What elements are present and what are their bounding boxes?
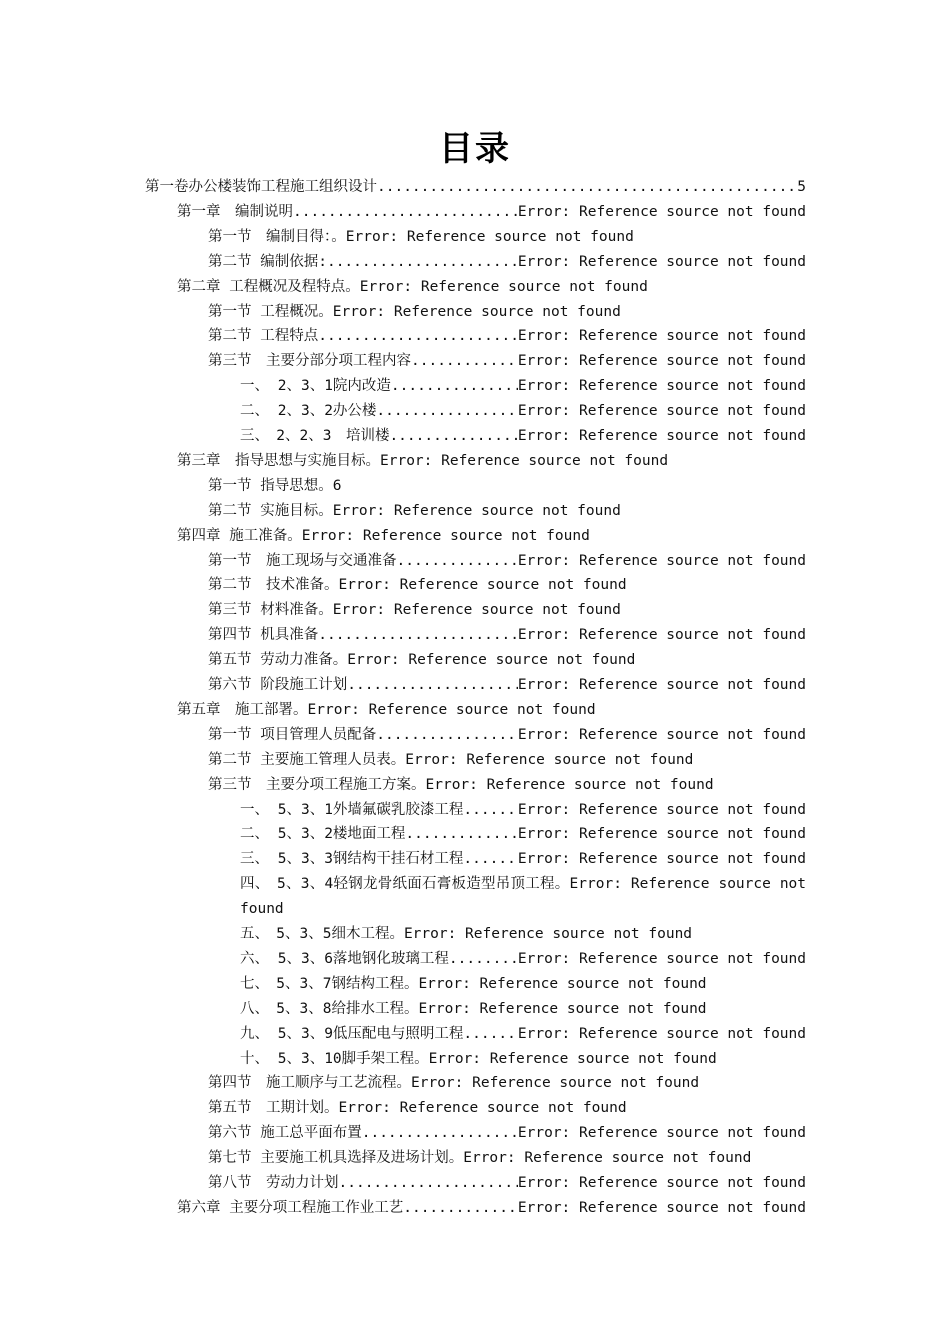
toc-separator: 。: [318, 502, 333, 519]
toc-entry-title: 一、 5、3、1外墙氟碳乳胶漆工程: [240, 801, 464, 818]
toc-entry-title: 第一节 施工现场与交通准备: [208, 552, 397, 569]
toc-leader-dots: [463, 798, 517, 823]
toc-entry[interactable]: [145, 175, 806, 200]
toc-entry-title: 第五节 劳动力准备: [208, 652, 333, 669]
toc-separator: 。: [389, 926, 404, 942]
toc-entry-page: Error: Reference source not found: [463, 1150, 752, 1167]
toc-entry[interactable]: [240, 872, 806, 922]
toc-entry[interactable]: [177, 524, 590, 549]
toc-leader-dots: [362, 1121, 518, 1146]
toc-entry-page: Error: Reference source not found: [418, 1000, 707, 1017]
toc-entry-title: 第六节 阶段施工计划: [208, 677, 348, 693]
toc-entry-title: 第一卷办公楼装饰工程施工组织设计: [145, 179, 377, 195]
toc-entry-page: Error: Reference source not found: [517, 353, 806, 370]
toc-entry-title: 第三节 主要分项工程施工方案: [208, 776, 411, 793]
toc-entry[interactable]: [240, 822, 806, 847]
toc-leader-dots: [318, 623, 518, 648]
toc-separator: 。: [318, 303, 333, 320]
toc-entry-title: 第三章 指导思想与实施目标: [177, 452, 366, 469]
toc-separator: 。: [403, 1000, 419, 1017]
toc-entry[interactable]: [240, 997, 707, 1022]
toc-separator: 。: [332, 652, 348, 669]
toc-entry-page: Error: Reference source not found: [517, 203, 806, 220]
toc-entry[interactable]: [240, 374, 806, 399]
toc-entry[interactable]: [208, 549, 806, 574]
toc-leader-dots: [411, 349, 518, 374]
toc-entry-page: Error: Reference source not found: [517, 253, 806, 270]
toc-separator: 。: [287, 527, 302, 544]
toc-separator: 。: [554, 876, 570, 893]
toc-leader-dots: [318, 324, 518, 349]
toc-entry[interactable]: [240, 847, 806, 872]
toc-entry[interactable]: [208, 1121, 806, 1146]
toc-entry-title: 四、 5、3、4轻钢龙骨纸面石膏板造型吊顶工程: [240, 876, 555, 893]
toc-leader-dots: [339, 1171, 518, 1196]
toc-entry-title: 第四章 施工准备: [177, 527, 288, 544]
toc-leader-dots: [463, 847, 517, 872]
toc-entry-title: 第二节 技术准备: [208, 577, 324, 594]
toc-entry-title: 第四节 施工顺序与工艺流程: [208, 1075, 397, 1092]
toc-entry-title: 第七节 主要施工机具选择及进场计划: [208, 1150, 449, 1167]
toc-leader-dots: [347, 673, 518, 698]
toc-entry-title: 第二章 工程概况及程特点: [177, 278, 346, 295]
toc-entry-title: 一、 2、3、1院内改造: [240, 378, 391, 395]
toc-leader-dots: [376, 723, 518, 748]
toc-leader-dots: [449, 947, 518, 972]
toc-separator: 。: [390, 751, 406, 768]
toc-entry[interactable]: [208, 648, 635, 673]
toc-entry-title: 第一节 编制目得：: [208, 228, 332, 245]
toc-entry-page: Error: Reference source not found: [517, 950, 806, 967]
toc-leader-dots: [389, 424, 517, 449]
toc-entry-title: 第六章 主要分项工程施工作业工艺: [177, 1199, 404, 1216]
toc-leader-dots: [405, 822, 517, 847]
toc-entry[interactable]: [208, 300, 621, 325]
toc-entry-title: 九、 5、3、9低压配电与照明工程: [240, 1025, 464, 1042]
toc-entry-page: Error: Reference source not found: [332, 303, 621, 320]
toc-entry-page: Error: Reference source not found: [517, 552, 806, 569]
toc-entry-page: 5: [797, 179, 806, 195]
toc-separator: 。: [331, 228, 346, 245]
toc-entry-page: Error: Reference source not found: [517, 677, 806, 693]
toc-entry-page: Error: Reference source not found: [359, 278, 648, 295]
toc-entry[interactable]: [240, 972, 707, 997]
toc-entry-title: 五、 5、3、5细木工程: [240, 926, 390, 942]
toc-entry[interactable]: [240, 922, 692, 947]
toc-entry-page: Error: Reference source not found: [517, 1025, 806, 1042]
toc-entry-page: Error: Reference source not found: [517, 851, 806, 868]
toc-entry-page: Error: Reference source not found: [240, 876, 807, 918]
toc-entry-page: 6: [332, 477, 342, 494]
toc-entry-page: Error: Reference source not found: [411, 1075, 700, 1092]
toc-entry-page: Error: Reference source not found: [405, 751, 694, 768]
toc-separator: 。: [448, 1150, 464, 1167]
toc-entry[interactable]: [240, 798, 806, 823]
toc-entry[interactable]: [208, 723, 806, 748]
toc-entry[interactable]: [177, 1196, 806, 1221]
toc-entry-title: 三、 2、2、3 培训楼: [240, 428, 390, 444]
toc-entry[interactable]: [240, 947, 806, 972]
toc-leader-dots: [377, 175, 797, 200]
toc-entry[interactable]: [208, 349, 806, 374]
toc-entry-page: Error: Reference source not found: [517, 1199, 806, 1216]
toc-entry[interactable]: [208, 623, 806, 648]
toc-entry[interactable]: [208, 773, 714, 798]
toc-entry[interactable]: [208, 598, 621, 623]
toc-entry[interactable]: [177, 200, 806, 225]
toc-leader-dots: [403, 1196, 518, 1221]
toc-entry-page: Error: Reference source not found: [301, 527, 590, 544]
toc-entry-page: Error: Reference source not found: [418, 975, 707, 992]
toc-entry[interactable]: [208, 225, 634, 250]
toc-entry-title: 十、 5、3、10脚手架工程: [240, 1050, 415, 1067]
toc-entry-page: Error: Reference source not found: [517, 428, 806, 444]
toc-entry-title: 第一节 指导思想: [208, 477, 319, 494]
toc-entry-page: Error: Reference source not found: [517, 328, 806, 345]
toc-entry-title: 第二节 工程特点: [208, 328, 319, 345]
toc-entry-title: 第一章 编制说明: [177, 203, 293, 220]
toc-entry-page: Error: Reference source not found: [517, 1175, 806, 1191]
toc-separator: 。: [365, 452, 380, 469]
toc-entry-page: Error: Reference source not found: [345, 228, 634, 245]
toc-entry[interactable]: [208, 1146, 751, 1171]
toc-entry-title: 第五章 施工部署: [177, 701, 293, 718]
toc-entry[interactable]: [208, 748, 693, 773]
toc-entry-title: 第一节 工程概况: [208, 303, 319, 320]
toc-entry-page: Error: Reference source not found: [428, 1050, 717, 1067]
toc-leader-dots: [391, 374, 518, 399]
toc-entry-title: 三、 5、3、3钢结构干挂石材工程: [240, 851, 464, 868]
toc-entry[interactable]: [177, 698, 596, 723]
toc-entry-page: Error: Reference source not found: [338, 577, 627, 594]
toc-entry[interactable]: [177, 275, 648, 300]
toc-entry-title: 六、 5、3、6落地钢化玻璃工程: [240, 950, 449, 967]
toc-entry-title: 第一节 项目管理人员配备: [208, 726, 377, 743]
toc-separator: 。: [414, 1050, 429, 1067]
toc-entry[interactable]: [208, 250, 806, 275]
toc-entry[interactable]: [208, 673, 806, 698]
toc-entry-title: 二、 5、3、2楼地面工程: [240, 826, 406, 843]
toc-separator: 。: [345, 278, 360, 295]
toc-separator: 。: [396, 1075, 411, 1092]
toc-separator: 。: [293, 701, 308, 718]
toc-entry[interactable]: [240, 399, 806, 424]
toc-entry[interactable]: [208, 474, 341, 499]
toc-entry-page: Error: Reference source not found: [380, 452, 669, 469]
toc-entry-title: 第二节 实施目标: [208, 502, 319, 519]
toc-entry-page: Error: Reference source not found: [332, 502, 621, 519]
toc-entry-page: Error: Reference source not found: [347, 652, 636, 669]
toc-separator: 。: [318, 602, 333, 619]
toc-entry-page: Error: Reference source not found: [517, 627, 806, 644]
toc-entry-title: 七、 5、3、7钢结构工程: [240, 975, 404, 992]
toc-entry-page: Error: Reference source not found: [517, 378, 806, 395]
toc-separator: 。: [324, 1100, 339, 1117]
toc-entry[interactable]: [208, 499, 621, 524]
toc-entry[interactable]: [240, 1022, 806, 1047]
toc-entry[interactable]: [240, 1047, 717, 1072]
toc-separator: 。: [411, 776, 426, 793]
toc-entry-page: Error: Reference source not found: [517, 403, 806, 420]
toc-entry-page: Error: Reference source not found: [517, 826, 806, 843]
toc-entry-title: 第二节 编制依据:: [208, 253, 327, 270]
toc-entry-title: 第六节 施工总平面布置: [208, 1125, 362, 1142]
toc-entry-title: 第二节 主要施工管理人员表: [208, 751, 391, 768]
toc-entry-page: Error: Reference source not found: [338, 1100, 627, 1117]
toc-entry-page: Error: Reference source not found: [425, 776, 714, 793]
toc-entry[interactable]: [208, 573, 627, 598]
toc-entry[interactable]: [208, 1071, 699, 1096]
toc-separator: 。: [318, 477, 333, 494]
toc-leader-dots: [293, 200, 518, 225]
toc-entry-title: 第八节 劳动力计划: [208, 1175, 339, 1191]
page-title: 目录: [439, 129, 511, 169]
toc-entry-title: 第三节 主要分部分项工程内容: [208, 353, 411, 370]
toc-entry-title: 第五节 工期计划: [208, 1100, 324, 1117]
toc-entry-page: Error: Reference source not found: [517, 801, 806, 818]
toc-entry-page: Error: Reference source not found: [332, 602, 621, 619]
toc-entry[interactable]: [240, 424, 806, 449]
toc-entry[interactable]: [208, 1171, 806, 1196]
toc-leader-dots: [327, 250, 518, 275]
toc-entry-title: 第四节 机具准备: [208, 627, 319, 644]
toc-separator: 。: [324, 577, 339, 594]
toc-entry-title: 第三节 材料准备: [208, 602, 319, 619]
toc-entry-page: Error: Reference source not found: [517, 1125, 806, 1142]
toc-entry[interactable]: [208, 324, 806, 349]
toc-leader-dots: [397, 549, 518, 574]
toc-separator: 。: [403, 975, 419, 992]
toc-entry-page: Error: Reference source not found: [403, 926, 693, 942]
toc-entry-title: 八、 5、3、8给排水工程: [240, 1000, 404, 1017]
toc-entry[interactable]: [177, 449, 668, 474]
toc-leader-dots: [376, 399, 517, 424]
toc-entry-page: Error: Reference source not found: [307, 701, 596, 718]
toc-entry[interactable]: [208, 1096, 627, 1121]
toc-leader-dots: [463, 1022, 517, 1047]
toc-entry-title: 二、 2、3、2办公楼: [240, 403, 377, 420]
toc-entry-page: Error: Reference source not found: [517, 726, 806, 743]
